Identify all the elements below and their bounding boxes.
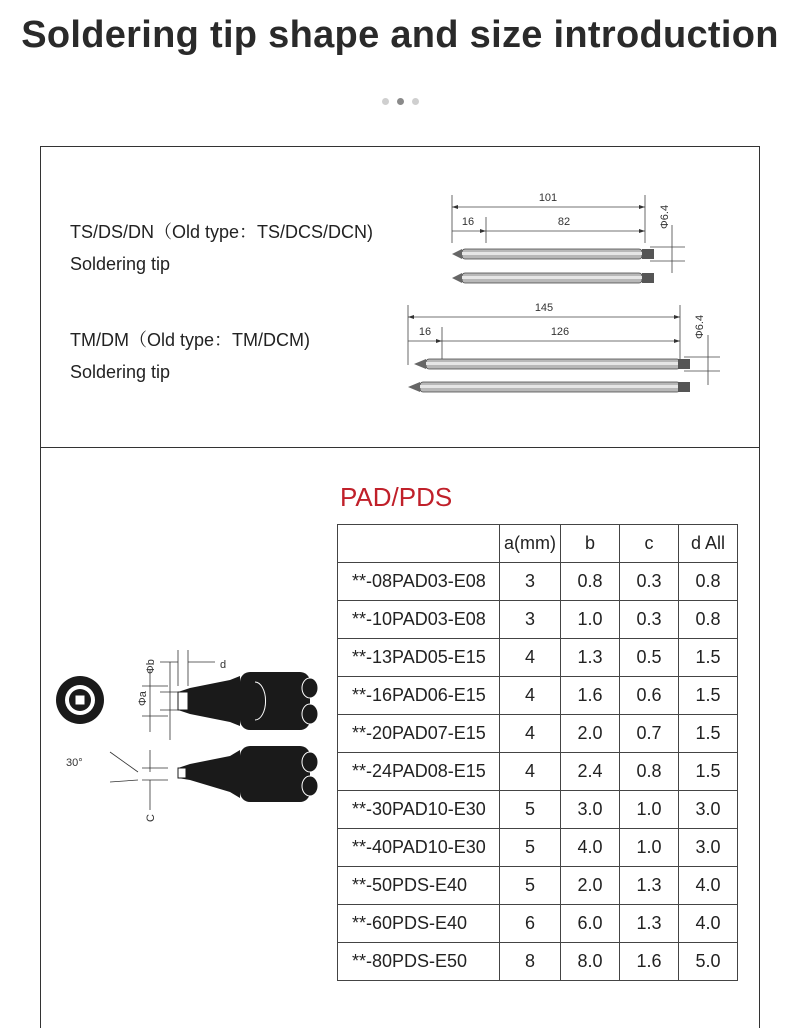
model-cell: **-13PAD05-E15 — [338, 639, 500, 677]
table-row — [338, 601, 738, 639]
value-cell: 3.0 — [679, 829, 738, 867]
tm-diameter: Φ6.4 — [694, 314, 706, 339]
tm-label: TM/DM（Old type：TM/DCM) — [70, 330, 310, 350]
label-d: d — [220, 659, 227, 671]
value-cell: 0.8 — [679, 563, 738, 601]
value-cell: 1.5 — [679, 677, 738, 715]
model-cell: **-08PAD03-E08 — [338, 563, 500, 601]
value-cell: 8 — [500, 943, 561, 981]
value-cell: 2.0 — [561, 867, 620, 905]
value-cell: 0.5 — [620, 639, 679, 677]
pad-tip-diagram — [50, 640, 330, 830]
tm-tip-drawing — [398, 295, 738, 405]
value-cell: 1.3 — [620, 905, 679, 943]
pad-pds-title: PAD/PDS — [340, 482, 453, 512]
value-cell: 2.0 — [561, 715, 620, 753]
value-cell: 0.3 — [620, 563, 679, 601]
value-cell: 1.3 — [561, 639, 620, 677]
model-cell: **-16PAD06-E15 — [338, 677, 500, 715]
ts-label: TS/DS/DN（Old type：TS/DCS/DCN) — [70, 222, 374, 242]
value-cell: 0.3 — [620, 601, 679, 639]
table-row — [338, 715, 738, 753]
value-cell: 1.3 — [620, 867, 679, 905]
value-cell: 1.5 — [679, 753, 738, 791]
carousel-dot-3[interactable] — [412, 98, 419, 105]
ts-total-length: 101 — [538, 192, 558, 204]
ts-tip-drawing — [440, 185, 700, 295]
table-row — [338, 677, 738, 715]
value-cell: 3 — [500, 601, 561, 639]
table-header-row — [338, 525, 738, 563]
tm-body-length: 126 — [550, 326, 570, 338]
value-cell: 5 — [500, 791, 561, 829]
model-cell: **-20PAD07-E15 — [338, 715, 500, 753]
table-row — [338, 791, 738, 829]
model-cell: **-50PDS-E40 — [338, 867, 500, 905]
value-cell: 1.0 — [620, 829, 679, 867]
table-row — [338, 943, 738, 981]
carousel-indicator — [0, 92, 800, 110]
ts-tip-length: 16 — [461, 216, 475, 228]
value-cell: 2.4 — [561, 753, 620, 791]
model-cell: **-10PAD03-E08 — [338, 601, 500, 639]
pad-pds-spec-table — [337, 524, 738, 981]
carousel-dot-2[interactable] — [397, 98, 404, 105]
value-cell: 4.0 — [679, 905, 738, 943]
value-cell: 3.0 — [679, 791, 738, 829]
value-cell: 1.5 — [679, 639, 738, 677]
value-cell: 6 — [500, 905, 561, 943]
table-row — [338, 639, 738, 677]
value-cell: 4 — [500, 753, 561, 791]
page-title: Soldering tip shape and size introduction — [21, 14, 779, 56]
value-cell: 0.8 — [561, 563, 620, 601]
value-cell: 1.6 — [561, 677, 620, 715]
column-header: c — [620, 525, 679, 563]
column-header — [338, 525, 500, 563]
value-cell: 0.8 — [620, 753, 679, 791]
label-phi-a: Φa — [137, 691, 149, 706]
model-cell: **-30PAD10-E30 — [338, 791, 500, 829]
value-cell: 1.0 — [561, 601, 620, 639]
value-cell: 0.7 — [620, 715, 679, 753]
value-cell: 4.0 — [679, 867, 738, 905]
value-cell: 4.0 — [561, 829, 620, 867]
ts-diameter: Φ6.4 — [659, 204, 671, 229]
value-cell: 8.0 — [561, 943, 620, 981]
model-cell: **-80PDS-E50 — [338, 943, 500, 981]
ts-sublabel: Soldering tip — [70, 254, 171, 274]
model-cell: **-60PDS-E40 — [338, 905, 500, 943]
tm-tip-length: 16 — [418, 326, 432, 338]
value-cell: 0.6 — [620, 677, 679, 715]
value-cell: 4 — [500, 677, 561, 715]
value-cell: 0.8 — [679, 601, 738, 639]
label-phi-b: Φb — [145, 659, 157, 674]
value-cell: 1.5 — [679, 715, 738, 753]
value-cell: 5.0 — [679, 943, 738, 981]
value-cell: 6.0 — [561, 905, 620, 943]
table-row — [338, 753, 738, 791]
ts-body-length: 82 — [557, 216, 571, 228]
tm-total-length: 145 — [534, 302, 554, 314]
column-header: d All — [679, 525, 738, 563]
table-row — [338, 563, 738, 601]
value-cell: 3 — [500, 563, 561, 601]
table-row — [338, 829, 738, 867]
carousel-dot-1[interactable] — [382, 98, 389, 105]
label-angle: 30° — [66, 757, 83, 769]
table-row — [338, 867, 738, 905]
value-cell: 4 — [500, 639, 561, 677]
column-header: b — [561, 525, 620, 563]
value-cell: 1.0 — [620, 791, 679, 829]
label-c: C — [145, 814, 157, 822]
value-cell: 1.6 — [620, 943, 679, 981]
column-header: a(mm) — [500, 525, 561, 563]
value-cell: 5 — [500, 867, 561, 905]
tm-sublabel: Soldering tip — [70, 362, 171, 382]
model-cell: **-40PAD10-E30 — [338, 829, 500, 867]
value-cell: 4 — [500, 715, 561, 753]
value-cell: 5 — [500, 829, 561, 867]
model-cell: **-24PAD08-E15 — [338, 753, 500, 791]
value-cell: 3.0 — [561, 791, 620, 829]
table-row — [338, 905, 738, 943]
